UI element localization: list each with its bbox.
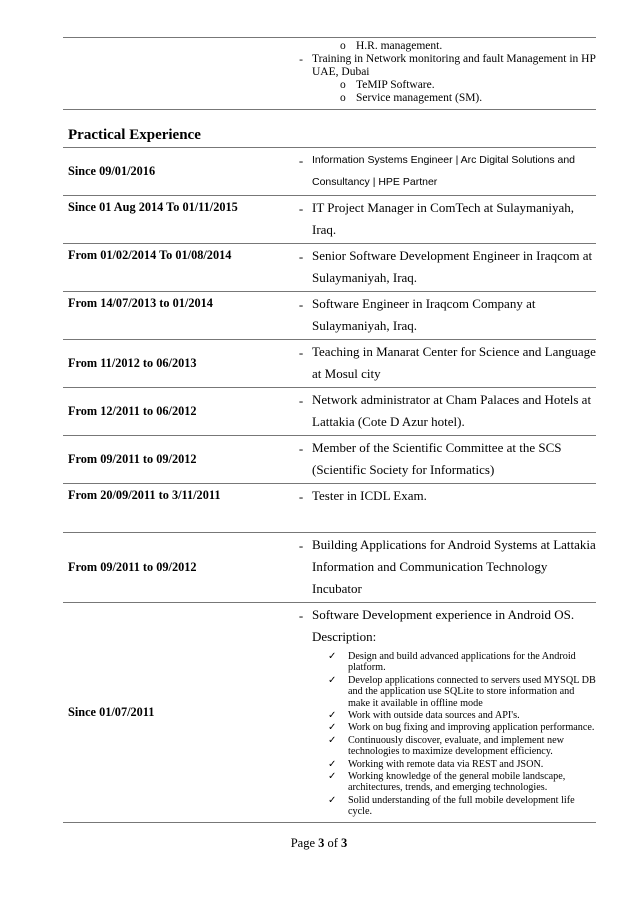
description-cell <box>312 603 596 823</box>
description-cell: Information Systems Engineer | Arc Digital Solutions and Consultancy | HPE Partner <box>312 148 596 196</box>
description-cell: IT Project Manager in ComTech at Sulaymaniyah, Iraq. <box>312 196 596 244</box>
check-icon: ✓ <box>328 710 337 722</box>
experience-table <box>63 37 596 823</box>
description-cell: Teaching in Manarat Center for Science and Language at Mosul city <box>312 340 596 388</box>
list-item: ✓ Develop applications connected to servers used MYSQL DB and the application use SQLite to store information and make it available in offline mode <box>328 674 596 709</box>
check-icon: ✓ <box>328 722 337 734</box>
section-title: Practical Experience <box>63 110 596 148</box>
dash-marker: - <box>290 484 312 533</box>
dash-marker: - <box>290 292 312 340</box>
training-text: Training in Network monitoring and fault Management in HP UAE, Dubai <box>312 53 596 78</box>
resume-page <box>63 37 596 823</box>
table-row <box>63 292 596 340</box>
dash-marker: - <box>290 436 312 484</box>
section-row <box>63 110 596 148</box>
period-cell: From 09/2011 to 09/2012 <box>63 533 290 603</box>
table-row <box>63 603 596 823</box>
period-cell: Since 01/07/2011 <box>63 603 290 823</box>
dash-marker: - <box>290 196 312 244</box>
period-cell: From 11/2012 to 06/2013 <box>63 340 290 388</box>
list-item: ✓ Working with remote data via REST and JSON. <box>328 758 544 770</box>
table-row <box>63 533 596 603</box>
android-desc: Software Development experience in Android OS. <box>312 607 575 622</box>
table-row <box>63 244 596 292</box>
check-icon: ✓ <box>328 794 337 806</box>
description-cell: Software Engineer in Iraqcom Company at Sulaymaniyah, Iraq. <box>312 292 596 340</box>
period-cell: From 01/02/2014 To 01/08/2014 <box>63 244 290 292</box>
page-footer: Page 3 of 3 <box>290 836 348 850</box>
list-item: o H.R. management. <box>340 40 443 52</box>
check-icon: ✓ <box>328 651 337 662</box>
check-icon: ✓ <box>328 758 337 770</box>
table-row <box>63 388 596 436</box>
check-icon: ✓ <box>328 674 337 686</box>
description-cell: Network administrator at Cham Palaces and Hotels at Lattakia (Cote D Azur hotel). <box>312 388 596 436</box>
page-number: 3 <box>318 836 325 850</box>
period-cell: From 14/07/2013 to 01/2014 <box>63 292 290 340</box>
dash-marker: - <box>290 388 312 436</box>
check-icon: ✓ <box>328 734 337 746</box>
description-cell: Building Applications for Android Systems at Lattakia Information and Communication Technology Incubator <box>312 533 596 603</box>
list-item: o TeMIP Software. <box>340 79 435 91</box>
period-cell: From 09/2011 to 09/2012 <box>63 436 290 484</box>
list-item: ✓ Working knowledge of the general mobile landscape, architectures, trends, and emerging technologies. <box>328 771 566 794</box>
table-row <box>63 196 596 244</box>
table-row <box>63 340 596 388</box>
list-item: ✓ Solid understanding of the full mobile development life cycle. <box>328 794 575 818</box>
dash-marker: - <box>290 38 312 110</box>
dash-marker: - <box>290 603 312 823</box>
table-row <box>63 148 596 196</box>
page-total: 3 <box>341 836 348 850</box>
training-row <box>63 38 596 110</box>
check-icon: ✓ <box>328 771 337 783</box>
period-cell: From 20/09/2011 to 3/11/2011 <box>63 484 290 533</box>
description-cell: Member of the Scientific Committee at the SCS (Scientific Society for Informatics) <box>312 436 596 484</box>
dash-marker: - <box>290 533 312 603</box>
list-item: ✓ Design and build advanced applications for the Android platform. <box>328 651 576 674</box>
period-cell: Since 09/01/2016 <box>63 148 290 196</box>
skills-list <box>312 651 596 818</box>
dash-marker: - <box>290 244 312 292</box>
table-row <box>63 484 596 533</box>
dash-marker: - <box>290 148 312 196</box>
period-cell: From 12/2011 to 06/2012 <box>63 388 290 436</box>
list-item: o Service management (SM). <box>340 92 483 104</box>
description-label: Description: <box>312 629 377 644</box>
list-item: ✓ Work on bug fixing and improving application performance. <box>328 722 595 734</box>
description-cell: Senior Software Development Engineer in Iraqcom at Sulaymaniyah, Iraq. <box>312 244 596 292</box>
table-row <box>63 436 596 484</box>
list-item: ✓ Work with outside data sources and API's. <box>328 710 520 722</box>
list-item: ✓ Continuously discover, evaluate, and implement new technologies to maximize development efficiency. <box>328 734 565 758</box>
dash-marker: - <box>290 340 312 388</box>
description-cell: Tester in ICDL Exam. <box>312 484 596 533</box>
period-cell: Since 01 Aug 2014 To 01/11/2015 <box>63 196 290 244</box>
